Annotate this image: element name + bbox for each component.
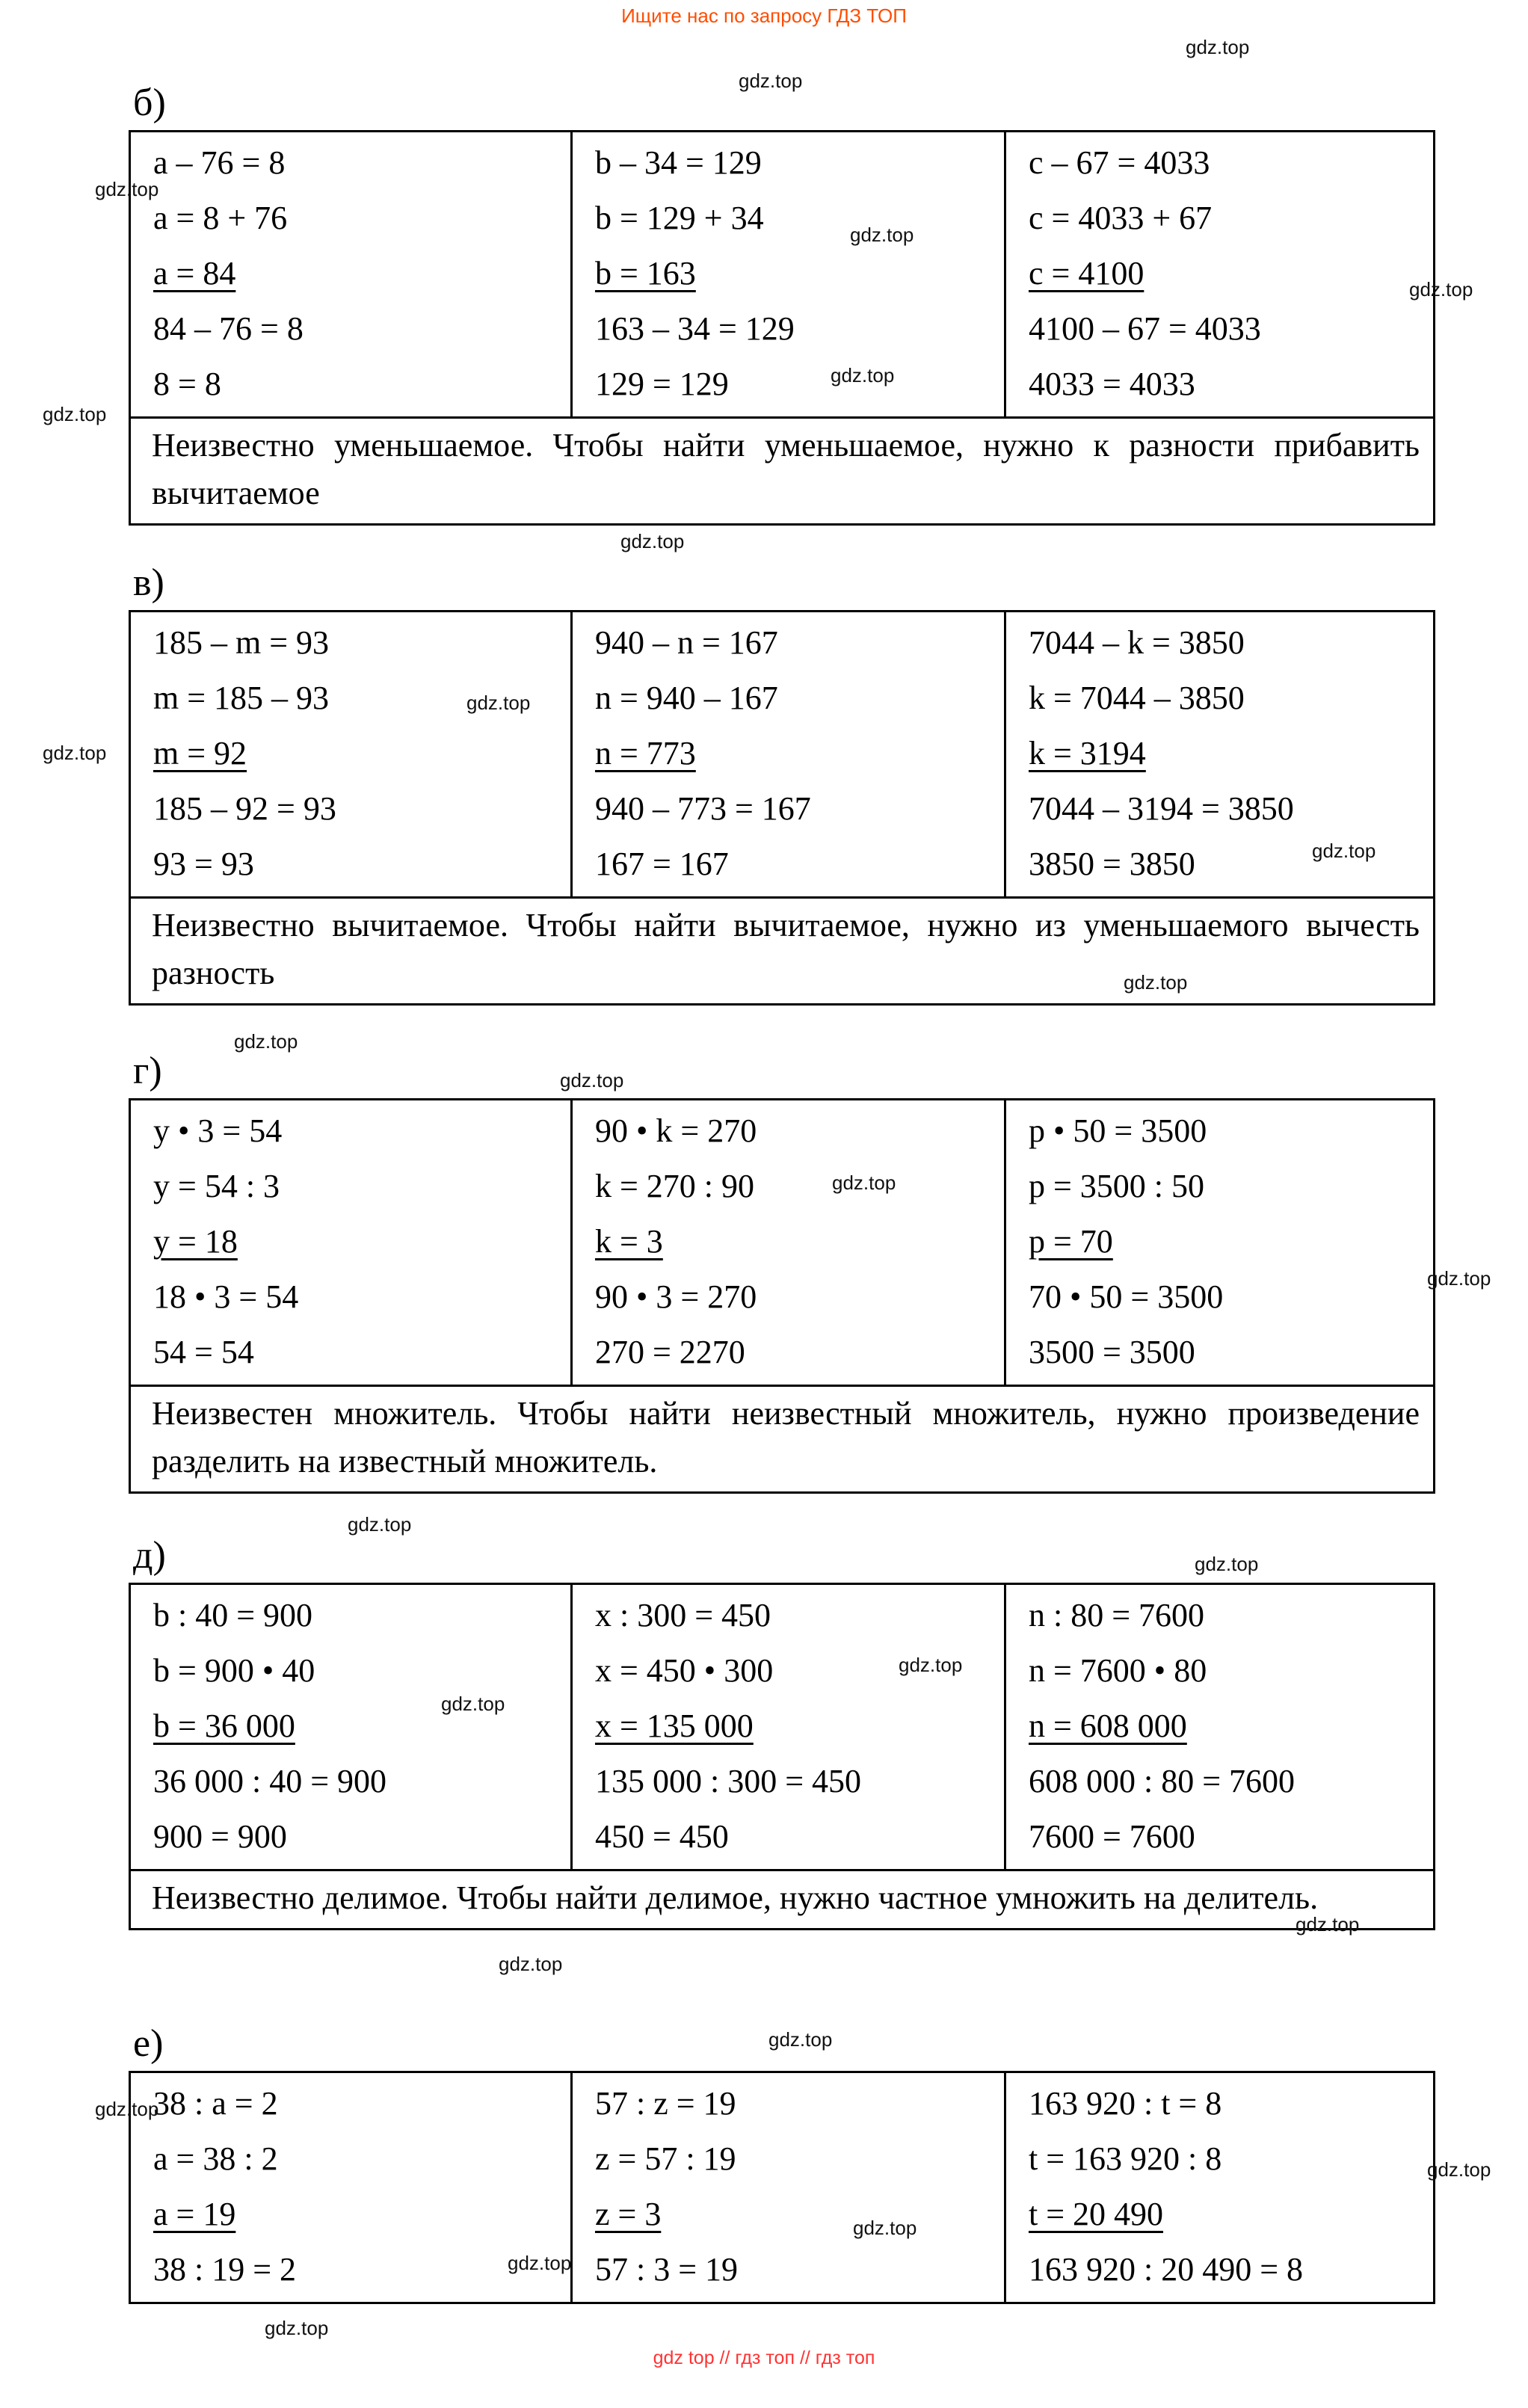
equation-line: k = 3 xyxy=(594,1223,663,1260)
equation-column xyxy=(131,2073,570,2302)
watermark: gdz.top xyxy=(1312,840,1376,862)
watermark: gdz.top xyxy=(1186,36,1250,58)
section-d xyxy=(0,1535,1528,1930)
equation-line: 270 = 2270 xyxy=(594,1334,745,1370)
section-e xyxy=(0,2023,1528,2304)
watermark: gdz.top xyxy=(348,1513,412,1536)
equation-line: 54 = 54 xyxy=(153,1334,254,1370)
equation-line: b : 40 = 900 xyxy=(153,1597,313,1633)
equation-line: p = 70 xyxy=(1028,1223,1113,1260)
equation-line: 185 – m = 93 xyxy=(153,624,330,661)
equation-line: b – 34 = 129 xyxy=(594,144,762,181)
equation-column xyxy=(1004,1100,1433,1385)
equation-line: 57 : z = 19 xyxy=(594,2085,736,2122)
section-b xyxy=(0,82,1528,526)
equation-line: p = 3500 : 50 xyxy=(1028,1168,1205,1204)
equation-line: 940 – n = 167 xyxy=(594,624,778,661)
equation-line: 18 • 3 = 54 xyxy=(153,1278,299,1315)
top-banner: Ищите нас по запросу ГДЗ ТОП xyxy=(621,4,907,27)
section-label: е) xyxy=(133,2022,164,2065)
equation-line: n : 80 = 7600 xyxy=(1028,1597,1205,1633)
equation-columns xyxy=(131,2073,1433,2302)
section-g xyxy=(0,1050,1528,1494)
watermark: gdz.top xyxy=(1409,278,1473,301)
equation-line: b = 163 xyxy=(594,255,696,292)
watermark: gdz.top xyxy=(1124,971,1188,994)
watermark: gdz.top xyxy=(508,2252,572,2274)
equation-column xyxy=(570,2073,1004,2302)
equation-line: z = 57 : 19 xyxy=(594,2140,736,2177)
watermark: gdz.top xyxy=(850,224,914,246)
section-label: г) xyxy=(133,1050,162,1092)
equation-line: p • 50 = 3500 xyxy=(1028,1112,1207,1149)
equation-line: b = 900 • 40 xyxy=(153,1652,315,1689)
rule-conclusion: Неизвестен множитель. Чтобы найти неизвестный множитель, нужно произведение разделить на известный множитель. xyxy=(131,1385,1433,1491)
equation-line: x = 135 000 xyxy=(594,1708,754,1744)
equation-line: n = 608 000 xyxy=(1028,1708,1187,1744)
equation-line: m = 185 – 93 xyxy=(153,680,330,716)
section-v xyxy=(0,562,1528,1006)
equation-line: t = 163 920 : 8 xyxy=(1028,2140,1222,2177)
equation-line: 84 – 76 = 8 xyxy=(153,310,304,347)
equation-line: n = 773 xyxy=(594,735,696,772)
equation-column xyxy=(570,132,1004,416)
equation-line: 8 = 8 xyxy=(153,366,221,402)
equation-column xyxy=(131,1585,570,1869)
watermark: gdz.top xyxy=(853,2217,917,2239)
equation-line: 90 • k = 270 xyxy=(594,1112,757,1149)
equation-line: 185 – 92 = 93 xyxy=(153,790,336,827)
equation-line: 7044 – k = 3850 xyxy=(1028,624,1245,661)
equation-line: a = 84 xyxy=(153,255,236,292)
equation-line: 90 • 3 = 270 xyxy=(594,1278,757,1315)
equation-line: k = 3194 xyxy=(1028,735,1146,772)
equation-column xyxy=(131,612,570,896)
watermark: gdz.top xyxy=(466,692,531,714)
equation-line: 36 000 : 40 = 900 xyxy=(153,1763,387,1799)
equation-line: a = 38 : 2 xyxy=(153,2140,278,2177)
equation-column xyxy=(131,132,570,416)
equation-line: 135 000 : 300 = 450 xyxy=(594,1763,862,1799)
equation-line: t = 20 490 xyxy=(1028,2196,1164,2232)
equation-line: m = 92 xyxy=(153,735,247,772)
watermark: gdz.top xyxy=(43,403,107,425)
watermark: gdz.top xyxy=(95,178,159,200)
equation-line: 57 : 3 = 19 xyxy=(594,2251,739,2288)
equation-line: 70 • 50 = 3500 xyxy=(1028,1278,1224,1315)
equation-line: 38 : 19 = 2 xyxy=(153,2251,297,2288)
watermark: gdz.top xyxy=(1296,1913,1360,1936)
section-label: б) xyxy=(133,81,166,124)
equation-column xyxy=(1004,1585,1433,1869)
rule-conclusion: Неизвестно уменьшаемое. Чтобы найти уменьшаемое, нужно к разности прибавить вычитаемое xyxy=(131,416,1433,523)
equation-line: 940 – 773 = 167 xyxy=(594,790,811,827)
equation-line: 608 000 : 80 = 7600 xyxy=(1028,1763,1296,1799)
equation-line: x = 450 • 300 xyxy=(594,1652,774,1689)
equation-line: a – 76 = 8 xyxy=(153,144,286,181)
watermark: gdz.top xyxy=(768,2028,833,2051)
watermark: gdz.top xyxy=(43,742,107,764)
watermark: gdz.top xyxy=(560,1069,624,1091)
watermark: gdz.top xyxy=(441,1693,505,1715)
equation-line: c – 67 = 4033 xyxy=(1028,144,1210,181)
equation-line: n = 940 – 167 xyxy=(594,680,778,716)
equation-columns xyxy=(131,132,1433,416)
equation-column xyxy=(570,1100,1004,1385)
equation-column xyxy=(570,612,1004,896)
watermark: gdz.top xyxy=(499,1953,563,1975)
equation-line: b = 36 000 xyxy=(153,1708,295,1744)
equation-line: y • 3 = 54 xyxy=(153,1112,283,1149)
equation-line: z = 3 xyxy=(594,2196,662,2232)
equation-line: 4100 – 67 = 4033 xyxy=(1028,310,1261,347)
watermark: gdz.top xyxy=(899,1654,963,1676)
equation-line: n = 7600 • 80 xyxy=(1028,1652,1207,1689)
equation-line: b = 129 + 34 xyxy=(594,200,764,236)
bottom-banner: gdz top // гдз топ // гдз топ xyxy=(653,2347,875,2368)
solution-table xyxy=(129,2071,1435,2304)
equation-line: 4033 = 4033 xyxy=(1028,366,1195,402)
equation-line: 7044 – 3194 = 3850 xyxy=(1028,790,1294,827)
watermark: gdz.top xyxy=(739,70,803,92)
equation-line: c = 4033 + 67 xyxy=(1028,200,1213,236)
watermark: gdz.top xyxy=(1427,2158,1491,2181)
equation-column xyxy=(1004,2073,1433,2302)
equation-column xyxy=(131,1100,570,1385)
watermark: gdz.top xyxy=(620,530,685,552)
equation-line: a = 8 + 76 xyxy=(153,200,288,236)
equation-line: 167 = 167 xyxy=(594,846,729,882)
solution-table xyxy=(129,610,1435,1006)
watermark: gdz.top xyxy=(1427,1267,1491,1290)
equation-line: 3500 = 3500 xyxy=(1028,1334,1195,1370)
equation-line: a = 19 xyxy=(153,2196,236,2232)
equation-line: 129 = 129 xyxy=(594,366,729,402)
solution-table xyxy=(129,1583,1435,1930)
equation-line: k = 7044 – 3850 xyxy=(1028,680,1245,716)
solution-table xyxy=(129,1098,1435,1494)
section-label: д) xyxy=(133,1534,166,1577)
watermark: gdz.top xyxy=(95,2098,159,2120)
equation-columns xyxy=(131,1585,1433,1869)
watermark: gdz.top xyxy=(265,2317,329,2339)
rule-conclusion: Неизвестно вычитаемое. Чтобы найти вычитаемое, нужно из уменьшаемого вычесть разность xyxy=(131,896,1433,1003)
equation-line: 163 920 : 20 490 = 8 xyxy=(1028,2251,1304,2288)
equation-line: 163 920 : t = 8 xyxy=(1028,2085,1222,2122)
equation-line: c = 4100 xyxy=(1028,255,1145,292)
equation-columns xyxy=(131,1100,1433,1385)
equation-columns xyxy=(131,612,1433,896)
equation-line: 7600 = 7600 xyxy=(1028,1818,1195,1855)
watermark: gdz.top xyxy=(1195,1553,1259,1575)
equation-line: k = 270 : 90 xyxy=(594,1168,755,1204)
equation-column xyxy=(570,1585,1004,1869)
equation-line: 38 : a = 2 xyxy=(153,2085,278,2122)
equation-line: 93 = 93 xyxy=(153,846,254,882)
watermark: gdz.top xyxy=(831,364,895,387)
watermark: gdz.top xyxy=(234,1030,298,1053)
equation-line: 450 = 450 xyxy=(594,1818,729,1855)
equation-column xyxy=(1004,132,1433,416)
equation-line: 900 = 900 xyxy=(153,1818,287,1855)
rule-conclusion: Неизвестно делимое. Чтобы найти делимое, нужно частное умножить на делитель. xyxy=(131,1869,1433,1928)
equation-line: 163 – 34 = 129 xyxy=(594,310,795,347)
watermark: gdz.top xyxy=(832,1171,896,1194)
equation-line: x : 300 = 450 xyxy=(594,1597,771,1633)
section-label: в) xyxy=(133,561,164,604)
equation-line: 3850 = 3850 xyxy=(1028,846,1195,882)
equation-line: y = 54 : 3 xyxy=(153,1168,280,1204)
solution-table xyxy=(129,130,1435,526)
equation-line: y = 18 xyxy=(153,1223,238,1260)
